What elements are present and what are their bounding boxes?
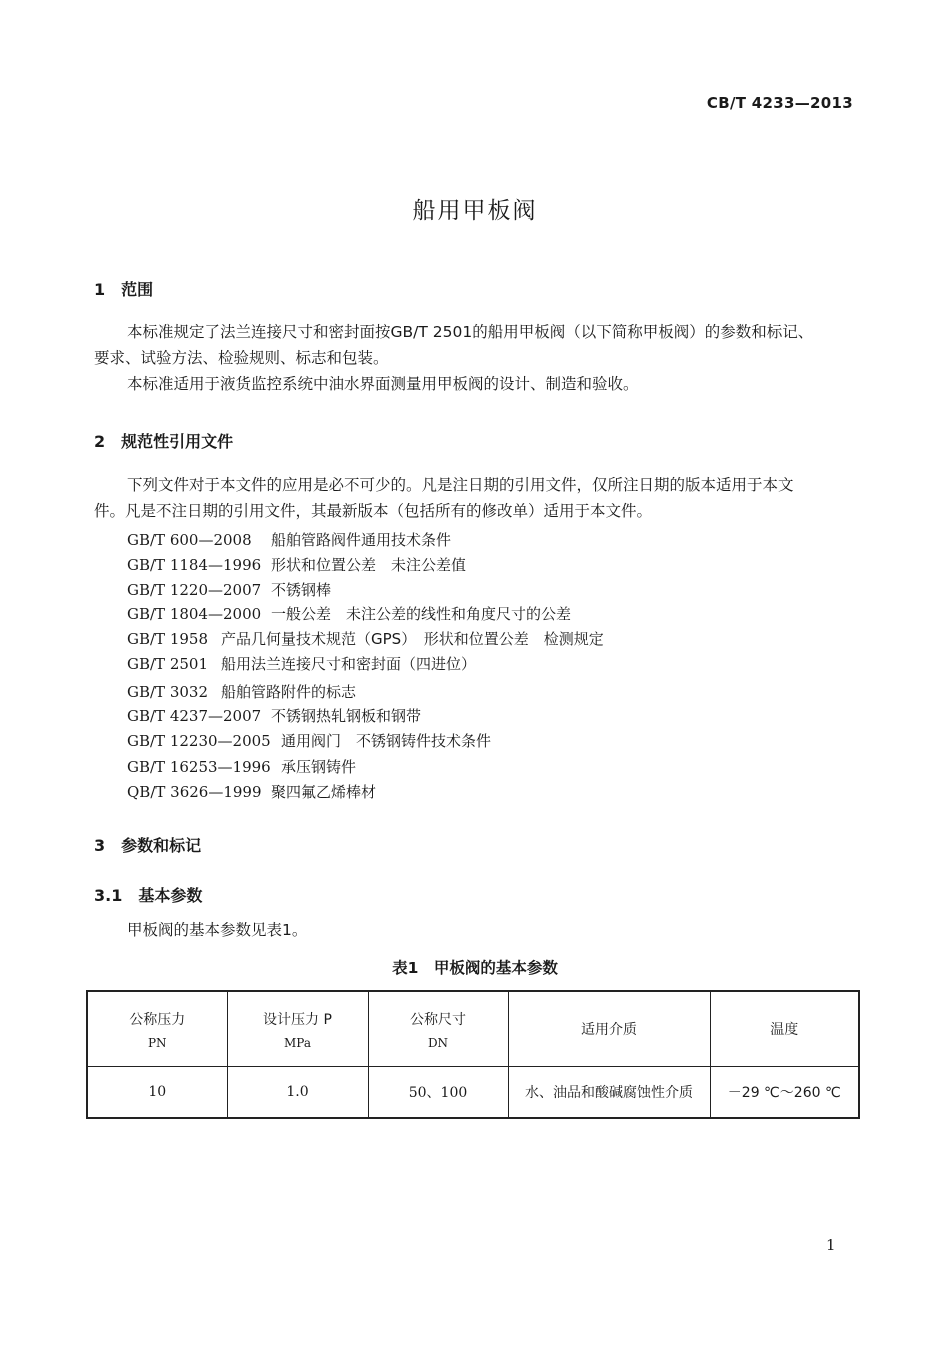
header-cell: 温度 — [710, 991, 859, 1067]
reference-item: GB/T 600—2008 船舶管路阀件通用技术条件 — [127, 531, 452, 549]
table-row — [87, 1067, 859, 1119]
document-code: CB/T 4233—2013 — [706, 94, 853, 112]
section-2-para-line-2: 件。凡是不注日期的引用文件，其最新版本（包括所有的修改单）适用于本文件。 — [94, 502, 653, 520]
reference-item: GB/T 2501 船用法兰连接尺寸和密封面（四进位） — [127, 655, 477, 673]
reference-item: GB/T 1958 产品几何量技术规范（GPS） 形状和位置公差 检测规定 — [127, 630, 604, 648]
header-cell: 设计压力 P MPa — [227, 991, 368, 1067]
table-header-row — [87, 991, 859, 1067]
page-number: 1 — [826, 1236, 836, 1254]
table-cell: －29 ℃～260 ℃ — [710, 1067, 859, 1119]
reference-item: GB/T 12230—2005 通用阀门 不锈钢铸件技术条件 — [127, 732, 492, 750]
table-cell: 50、100 — [368, 1067, 508, 1119]
header-cell: 公称尺寸 DN — [368, 991, 508, 1067]
basic-parameters-table — [86, 990, 860, 1119]
reference-item: GB/T 3032 船舶管路附件的标志 — [127, 683, 357, 701]
reference-item: GB/T 16253—1996 承压钢铸件 — [127, 758, 357, 776]
table-cell: 1.0 — [227, 1067, 368, 1119]
reference-item: GB/T 4237—2007 不锈钢热轧钢板和钢带 — [127, 707, 422, 725]
reference-item: GB/T 1804—2000 一般公差 未注公差的线性和角度尺寸的公差 — [127, 605, 572, 623]
table-cell: 10 — [87, 1067, 227, 1119]
section-2-para-line-1: 下列文件对于本文件的应用是必不可少的。凡是注日期的引用文件，仅所注日期的版本适用于本文 — [127, 476, 794, 494]
section-3-1-heading: 3.1 基本参数 — [94, 886, 203, 905]
section-2-heading: 2 规范性引用文件 — [94, 432, 234, 451]
section-3-heading: 3 参数和标记 — [94, 836, 202, 855]
section-1-para-1-line-2: 要求、试验方法、检验规则、标志和包装。 — [94, 349, 389, 367]
reference-item: GB/T 1184—1996 形状和位置公差 未注公差值 — [127, 556, 467, 574]
table-caption: 表1 甲板阀的基本参数 — [392, 959, 558, 977]
section-1-para-2: 本标准适用于液货监控系统中油水界面测量用甲板阀的设计、制造和验收。 — [127, 375, 639, 393]
section-1-para-1-line-1: 本标准规定了法兰连接尺寸和密封面按GB/T 2501的船用甲板阀（以下简称甲板阀）的参数和标记、 — [127, 323, 814, 341]
table-cell: 水、油品和酸碱腐蚀性介质 — [508, 1067, 710, 1119]
document-title: 船用甲板阀 — [412, 198, 538, 224]
section-1-heading: 1 范围 — [94, 280, 154, 299]
header-cell: 公称压力 PN — [87, 991, 227, 1067]
section-3-1-para: 甲板阀的基本参数见表1。 — [127, 921, 308, 939]
header-cell: 适用介质 — [508, 991, 710, 1067]
reference-item: GB/T 1220—2007 不锈钢棒 — [127, 581, 332, 599]
reference-item: QB/T 3626—1999 聚四氟乙烯棒材 — [127, 783, 377, 801]
